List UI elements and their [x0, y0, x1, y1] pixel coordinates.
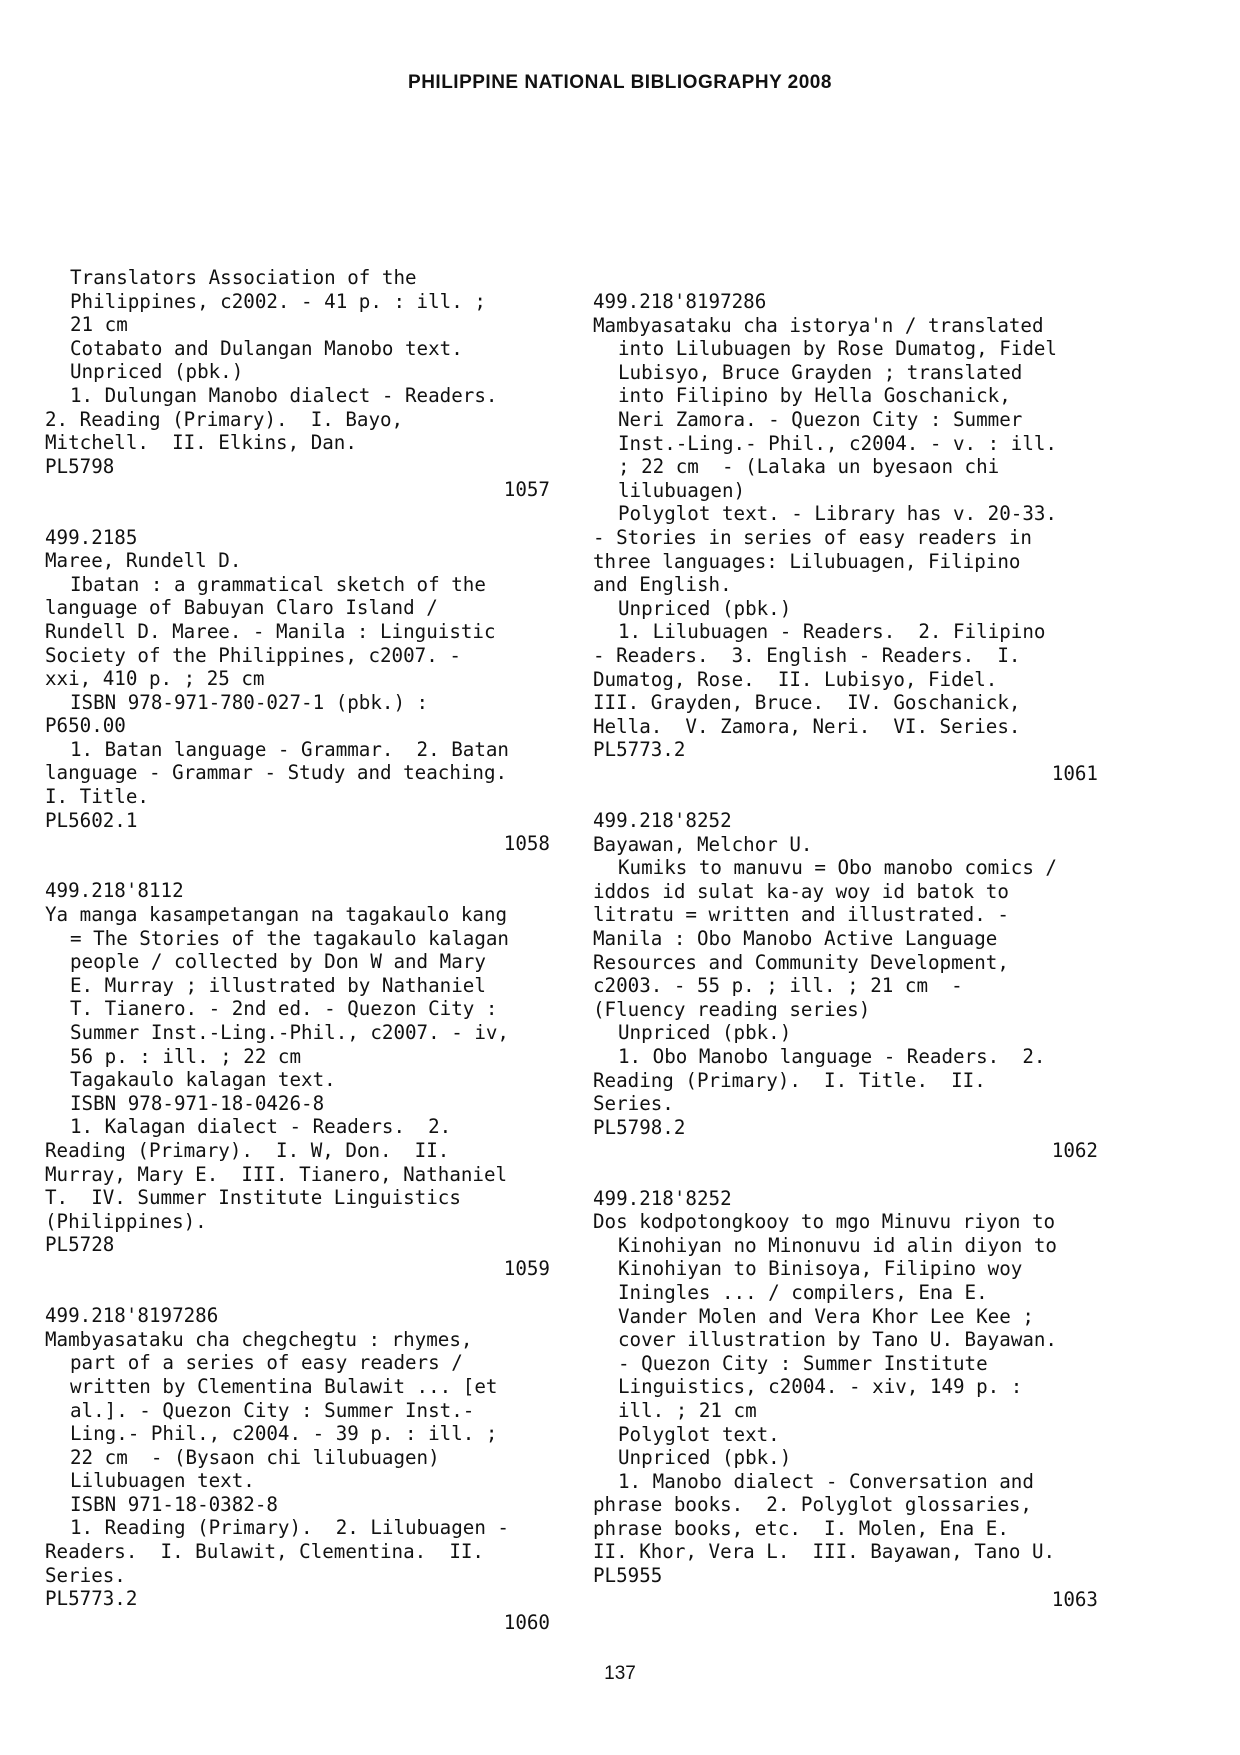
right-entry-line: Dos kodpotongkooy to mgo Minuvu riyon to	[593, 1210, 1056, 1234]
right-entry-line: Lubisyo, Bruce Grayden ; translated	[618, 360, 1023, 384]
right-column	[593, 290, 1098, 1611]
right-entry-line: Series.	[593, 1092, 674, 1116]
left-entry-line: al.]. - Quezon City : Summer Inst.-	[70, 1398, 475, 1422]
right-entry-line: Reading (Primary). I. Title. II.	[593, 1068, 986, 1092]
right-entry-line: into Filipino by Hella Goschanick,	[618, 384, 1011, 408]
right-entry-line: 1. Manobo dialect - Conversation and	[618, 1469, 1034, 1493]
left-entry-line: Society of the Philippines, c2007. -	[45, 643, 461, 667]
left-entry-line: 499.218'8197286	[45, 1304, 219, 1328]
right-entry-line: Neri Zamora. - Quezon City : Summer	[618, 407, 1023, 431]
entry-separator	[45, 1281, 550, 1305]
right-entry-line: ill. ; 21 cm	[618, 1398, 757, 1422]
left-entry-line: ISBN 978-971-780-027-1 (pbk.) :	[70, 690, 429, 714]
right-entry-line: Kinohiyan to Binisoya, Filipino woy	[618, 1257, 1023, 1281]
left-column	[45, 266, 550, 1634]
left-entry-line: Maree, Rundell D.	[45, 549, 242, 573]
right-entry-line: III. Grayden, Bruce. IV. Goschanick,	[593, 691, 1021, 715]
entry-separator	[593, 785, 1098, 809]
left-entry-line: Unpriced (pbk.)	[70, 360, 244, 384]
left-entry-line: 1. Reading (Primary). 2. Lilubuagen -	[70, 1516, 509, 1540]
right-entry-line: and English.	[593, 573, 732, 597]
left-entry-line: Cotabato and Dulangan Manobo text.	[70, 336, 463, 360]
right-entry-line: Manila : Obo Manobo Active Language	[593, 927, 998, 951]
left-entry-line: Summer Inst.-Ling.-Phil., c2007. - iv,	[70, 1021, 509, 1044]
right-entry-line: - Quezon City : Summer Institute	[618, 1351, 988, 1375]
right-entry-line: 499.218'8197286	[593, 290, 767, 313]
left-entry-line: I. Title.	[45, 785, 149, 809]
right-entry-line: into Lilubuagen by Rose Dumatog, Fidel	[618, 337, 1057, 361]
right-entry-line: PL5798.2	[593, 1115, 686, 1139]
entry-separator	[593, 1163, 1098, 1187]
right-entry-line: Unpriced (pbk.)	[618, 596, 792, 620]
left-entry-line: xxi, 410 p. ; 25 cm	[45, 667, 265, 691]
right-entry-line: litratu = written and illustrated. -	[593, 903, 1009, 927]
left-entry-line: Philippines, c2002. - 41 p. : ill. ;	[70, 289, 486, 313]
right-entry-line: 499.218'8252	[593, 809, 732, 833]
left-entry-line: 21 cm	[70, 313, 128, 337]
right-entry-line: II. Khor, Vera L. III. Bayawan, Tano U.	[593, 1540, 1056, 1564]
left-entry-line: people / collected by Don W and Mary	[70, 950, 486, 974]
right-entry-line: PL5773.2	[593, 738, 686, 762]
left-entry-line: language of Babuyan Claro Island /	[45, 596, 438, 620]
left-entry-line: part of a series of easy readers /	[70, 1351, 463, 1375]
left-entry-line: 1. Kalagan dialect - Readers. 2.	[70, 1115, 452, 1139]
left-entry-line: P650.00	[45, 714, 126, 738]
right-entry-line: lilubuagen)	[618, 478, 746, 502]
right-entry-line: Kinohiyan no Minonuvu id alin diyon to	[618, 1233, 1057, 1257]
left-entry-line: Mitchell. II. Elkins, Dan.	[45, 431, 357, 455]
right-entry-line: 1. Lilubuagen - Readers. 2. Filipino	[618, 620, 1046, 644]
left-entry-line: Rundell D. Maree. - Manila : Linguistic	[45, 619, 496, 643]
left-entry-line: written by Clementina Bulawit ... [et	[70, 1374, 498, 1398]
right-entry-line: Kumiks to manuvu = Obo manobo comics /	[618, 856, 1057, 880]
left-entry-line: Translators Association of the	[70, 266, 417, 289]
left-entry-line: T. IV. Summer Institute Linguistics	[45, 1186, 461, 1210]
left-entry-line: PL5773.2	[45, 1587, 138, 1611]
right-entry-line: ; 22 cm - (Lalaka un byesaon chi	[618, 455, 1000, 479]
left-entry-line: language - Grammar - Study and teaching.	[45, 761, 508, 785]
entry-separator	[45, 502, 550, 526]
right-entry-line: Unpriced (pbk.)	[618, 1021, 792, 1045]
right-entry-line: phrase books, etc. I. Molen, Ena E.	[593, 1516, 1009, 1540]
entry-number: 1060	[503, 1610, 550, 1634]
left-entry-line: PL5728	[45, 1233, 115, 1257]
left-entry-line: 2. Reading (Primary). I. Bayo,	[45, 407, 404, 431]
left-entry-line: Ya manga kasampetangan na tagakaulo kang	[45, 903, 508, 927]
right-entry-line: - Stories in series of easy readers in	[593, 525, 1032, 549]
right-entry-line: Mambyasataku cha istorya'n / translated	[593, 313, 1044, 337]
right-entry-line: Iningles ... / compilers, Ena E.	[618, 1280, 988, 1304]
entry-number: 1062	[1051, 1139, 1098, 1163]
left-entry-line: = The Stories of the tagakaulo kalagan	[70, 926, 509, 950]
left-entry-line: ISBN 978-971-18-0426-8	[70, 1091, 325, 1115]
entry-separator	[45, 856, 550, 880]
right-entry-line: Inst.-Ling.- Phil., c2004. - v. : ill.	[618, 431, 1057, 455]
right-entry-line: 499.218'8252	[593, 1186, 732, 1210]
right-entry-line: - Readers. 3. English - Readers. I.	[593, 643, 1021, 667]
left-entry-line: Ibatan : a grammatical sketch of the	[70, 572, 486, 596]
left-entry-line: T. Tianero. - 2nd ed. - Quezon City :	[70, 997, 498, 1021]
left-entry-line: PL5798	[45, 454, 115, 478]
right-entry-line: Linguistics, c2004. - xiv, 149 p. :	[618, 1375, 1023, 1399]
left-entry-line: 499.2185	[45, 525, 138, 549]
left-entry-line: 499.218'8112	[45, 879, 184, 903]
right-entry-line: Resources and Community Development,	[593, 950, 1009, 974]
right-entry-line: Polyglot text.	[618, 1422, 780, 1446]
right-entry-line: iddos id sulat ka-ay woy id batok to	[593, 879, 1009, 903]
left-entry-line: PL5602.1	[45, 808, 138, 832]
left-entry-line: 22 cm - (Bysaon chi lilubuagen)	[70, 1445, 440, 1469]
right-entry-line: c2003. - 55 p. ; ill. ; 21 cm -	[593, 974, 963, 998]
right-entry-line: Unpriced (pbk.)	[618, 1446, 792, 1470]
right-entry-line: cover illustration by Tano U. Bayawan.	[618, 1328, 1057, 1352]
left-entry-line: ISBN 971-18-0382-8	[70, 1492, 278, 1516]
left-entry-line: Series.	[45, 1563, 126, 1587]
entry-number: 1063	[1051, 1587, 1098, 1611]
page-title: PHILIPPINE NATIONAL BIBLIOGRAPHY 2008	[408, 72, 832, 93]
right-entry-line: (Fluency reading series)	[593, 997, 871, 1021]
left-entry-line: 1. Dulungan Manobo dialect - Readers.	[70, 383, 498, 407]
left-entry-line: Murray, Mary E. III. Tianero, Nathaniel	[45, 1162, 508, 1186]
left-entry-line: 1. Batan language - Grammar. 2. Batan	[70, 737, 509, 761]
right-entry-line: 1. Obo Manobo language - Readers. 2.	[618, 1045, 1046, 1068]
left-entry-line: Readers. I. Bulawit, Clementina. II.	[45, 1540, 484, 1564]
left-entry-line: 56 p. : ill. ; 22 cm	[70, 1044, 302, 1068]
right-entry-line: Vander Molen and Vera Khor Lee Kee ;	[618, 1304, 1034, 1328]
left-entry-line: Mambyasataku cha chegchegtu : rhymes,	[45, 1327, 473, 1351]
right-entry-line: three languages: Lilubuagen, Filipino	[593, 549, 1021, 573]
right-entry-line: Hella. V. Zamora, Neri. VI. Series.	[593, 714, 1021, 738]
entry-number: 1057	[503, 478, 550, 502]
left-entry-line: Lilubuagen text.	[70, 1469, 255, 1493]
entry-number: 1061	[1051, 761, 1098, 785]
right-entry-line: Polyglot text. - Library has v. 20-33.	[618, 502, 1057, 526]
page-number: 137	[604, 1663, 636, 1684]
entry-number: 1059	[503, 1256, 550, 1280]
left-entry-line: Tagakaulo kalagan text.	[70, 1068, 336, 1092]
left-entry-line: E. Murray ; illustrated by Nathaniel	[70, 973, 486, 997]
right-entry-line: PL5955	[593, 1564, 663, 1588]
left-entry-line: (Philippines).	[45, 1209, 207, 1233]
left-entry-line: Reading (Primary). I. W, Don. II.	[45, 1138, 450, 1162]
right-entry-line: Dumatog, Rose. II. Lubisyo, Fidel.	[593, 667, 998, 691]
right-entry-line: Bayawan, Melchor U.	[593, 832, 813, 856]
entry-number: 1058	[503, 832, 550, 856]
left-entry-line: Ling.- Phil., c2004. - 39 p. : ill. ;	[70, 1422, 498, 1446]
right-entry-line: phrase books. 2. Polyglot glossaries,	[593, 1493, 1032, 1517]
